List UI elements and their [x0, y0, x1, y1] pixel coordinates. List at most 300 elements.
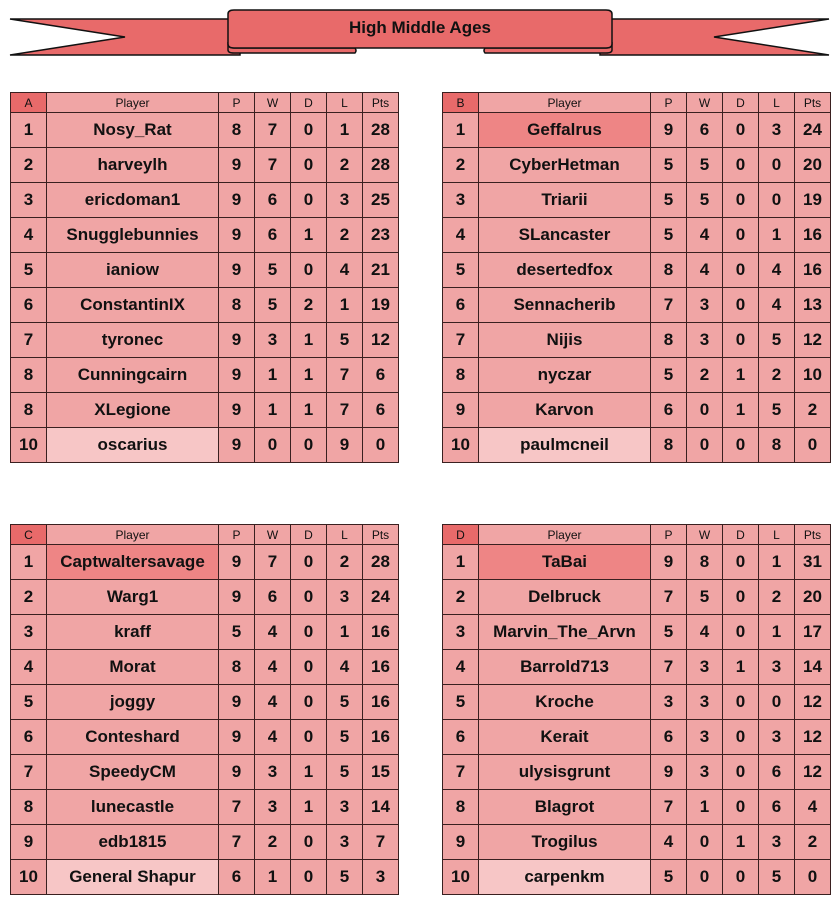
l-cell: 5: [327, 323, 363, 358]
table-row: [443, 790, 831, 825]
p-cell: 9: [651, 113, 687, 148]
d-cell: 0: [723, 428, 759, 463]
l-cell: 3: [327, 825, 363, 860]
rank-cell: 10: [443, 428, 479, 463]
p-cell: 8: [651, 323, 687, 358]
player-cell: Sennacherib: [479, 288, 651, 323]
w-cell: 3: [687, 685, 723, 720]
pts-cell: 7: [363, 825, 399, 860]
d-cell: 0: [723, 183, 759, 218]
pts-cell: 16: [795, 253, 831, 288]
player-cell: Nosy_Rat: [47, 113, 219, 148]
l-cell: 3: [327, 580, 363, 615]
w-cell: 3: [687, 288, 723, 323]
page-title: High Middle Ages: [349, 18, 491, 37]
l-cell: 2: [759, 358, 795, 393]
pts-cell: 2: [795, 825, 831, 860]
p-cell: 8: [219, 113, 255, 148]
table-row: [11, 183, 399, 218]
pts-cell: 0: [795, 428, 831, 463]
w-cell: 5: [255, 288, 291, 323]
rank-cell: 1: [443, 545, 479, 580]
p-cell: 7: [651, 288, 687, 323]
w-cell: 4: [255, 720, 291, 755]
table-row: [11, 323, 399, 358]
table-row: [443, 288, 831, 323]
p-cell: 9: [219, 545, 255, 580]
w-cell: 3: [255, 790, 291, 825]
rank-cell: 3: [11, 183, 47, 218]
rank-cell: 4: [11, 218, 47, 253]
l-cell: 5: [327, 755, 363, 790]
pts-cell: 19: [795, 183, 831, 218]
pts-cell: 28: [363, 545, 399, 580]
player-cell: Delbruck: [479, 580, 651, 615]
player-cell: Conteshard: [47, 720, 219, 755]
rank-cell: 8: [443, 790, 479, 825]
pts-cell: 20: [795, 580, 831, 615]
d-cell: 0: [291, 545, 327, 580]
column-header-p: P: [651, 525, 687, 545]
w-cell: 3: [687, 755, 723, 790]
pts-cell: 10: [795, 358, 831, 393]
l-cell: 4: [759, 253, 795, 288]
d-cell: 0: [291, 253, 327, 288]
p-cell: 9: [219, 358, 255, 393]
column-header-player: Player: [479, 525, 651, 545]
l-cell: 7: [327, 393, 363, 428]
table-row: [11, 428, 399, 463]
w-cell: 4: [687, 218, 723, 253]
column-header-pts: Pts: [795, 525, 831, 545]
d-cell: 0: [291, 428, 327, 463]
rank-cell: 3: [11, 615, 47, 650]
pts-cell: 20: [795, 148, 831, 183]
player-cell: Snugglebunnies: [47, 218, 219, 253]
l-cell: 2: [327, 148, 363, 183]
player-cell: Triarii: [479, 183, 651, 218]
l-cell: 8: [759, 428, 795, 463]
player-cell: Trogilus: [479, 825, 651, 860]
table-header: [11, 93, 399, 113]
d-cell: 0: [723, 720, 759, 755]
d-cell: 0: [291, 720, 327, 755]
l-cell: 2: [327, 545, 363, 580]
d-cell: 0: [723, 218, 759, 253]
pts-cell: 6: [363, 393, 399, 428]
w-cell: 6: [255, 580, 291, 615]
column-header-player: Player: [47, 93, 219, 113]
w-cell: 1: [687, 790, 723, 825]
table-row: [443, 720, 831, 755]
player-cell: CyberHetman: [479, 148, 651, 183]
table-row: [11, 253, 399, 288]
p-cell: 5: [651, 148, 687, 183]
w-cell: 5: [687, 183, 723, 218]
table-header: [11, 525, 399, 545]
table-row: [11, 650, 399, 685]
w-cell: 0: [687, 428, 723, 463]
p-cell: 9: [219, 323, 255, 358]
player-cell: Nijis: [479, 323, 651, 358]
w-cell: 7: [255, 148, 291, 183]
column-header-w: W: [255, 93, 291, 113]
table-header: [443, 93, 831, 113]
rank-cell: 4: [443, 218, 479, 253]
player-cell: Kerait: [479, 720, 651, 755]
l-cell: 5: [759, 323, 795, 358]
d-cell: 0: [723, 148, 759, 183]
table-header: [443, 525, 831, 545]
w-cell: 6: [687, 113, 723, 148]
p-cell: 8: [219, 650, 255, 685]
d-cell: 0: [723, 615, 759, 650]
w-cell: 6: [255, 183, 291, 218]
column-header-pts: Pts: [795, 93, 831, 113]
pts-cell: 16: [363, 650, 399, 685]
p-cell: 5: [651, 615, 687, 650]
table-row: [443, 253, 831, 288]
l-cell: 3: [759, 825, 795, 860]
player-cell: General Shapur: [47, 860, 219, 895]
w-cell: 5: [255, 253, 291, 288]
w-cell: 8: [687, 545, 723, 580]
pts-cell: 23: [363, 218, 399, 253]
p-cell: 9: [219, 393, 255, 428]
d-cell: 0: [291, 183, 327, 218]
w-cell: 5: [687, 580, 723, 615]
p-cell: 9: [219, 218, 255, 253]
column-header-player: Player: [479, 93, 651, 113]
player-cell: harveylh: [47, 148, 219, 183]
column-header-d: D: [291, 93, 327, 113]
rank-cell: 4: [443, 650, 479, 685]
p-cell: 6: [651, 393, 687, 428]
d-cell: 1: [291, 393, 327, 428]
rank-cell: 10: [11, 428, 47, 463]
rank-cell: 1: [11, 545, 47, 580]
w-cell: 2: [687, 358, 723, 393]
column-header-player: Player: [47, 525, 219, 545]
l-cell: 5: [327, 720, 363, 755]
table-row: [11, 790, 399, 825]
l-cell: 3: [759, 720, 795, 755]
w-cell: 4: [255, 685, 291, 720]
table-row: [11, 825, 399, 860]
group-label: A: [11, 93, 47, 113]
p-cell: 9: [219, 580, 255, 615]
rank-cell: 2: [443, 148, 479, 183]
p-cell: 9: [219, 685, 255, 720]
p-cell: 5: [651, 860, 687, 895]
d-cell: 0: [723, 860, 759, 895]
pts-cell: 21: [363, 253, 399, 288]
pts-cell: 17: [795, 615, 831, 650]
table-row: [443, 860, 831, 895]
d-cell: 0: [723, 790, 759, 825]
p-cell: 7: [219, 790, 255, 825]
player-cell: Karvon: [479, 393, 651, 428]
title-banner: [0, 0, 839, 70]
w-cell: 1: [255, 358, 291, 393]
pts-cell: 12: [795, 685, 831, 720]
w-cell: 3: [255, 323, 291, 358]
p-cell: 5: [651, 183, 687, 218]
p-cell: 8: [651, 253, 687, 288]
d-cell: 0: [723, 323, 759, 358]
player-cell: Warg1: [47, 580, 219, 615]
table-row: [11, 755, 399, 790]
l-cell: 0: [759, 183, 795, 218]
table-row: [443, 428, 831, 463]
rank-cell: 8: [443, 358, 479, 393]
player-cell: Barrold713: [479, 650, 651, 685]
player-cell: SpeedyCM: [47, 755, 219, 790]
player-cell: paulmcneil: [479, 428, 651, 463]
w-cell: 2: [255, 825, 291, 860]
player-cell: joggy: [47, 685, 219, 720]
d-cell: 0: [291, 148, 327, 183]
player-cell: Captwaltersavage: [47, 545, 219, 580]
w-cell: 1: [255, 393, 291, 428]
p-cell: 8: [219, 288, 255, 323]
d-cell: 0: [723, 685, 759, 720]
l-cell: 6: [759, 790, 795, 825]
l-cell: 3: [759, 650, 795, 685]
column-header-p: P: [651, 93, 687, 113]
player-cell: TaBai: [479, 545, 651, 580]
p-cell: 9: [219, 720, 255, 755]
w-cell: 3: [687, 720, 723, 755]
l-cell: 1: [759, 218, 795, 253]
group-label: B: [443, 93, 479, 113]
table-row: [443, 183, 831, 218]
d-cell: 0: [291, 580, 327, 615]
d-cell: 1: [723, 650, 759, 685]
pts-cell: 3: [363, 860, 399, 895]
column-header-l: L: [759, 93, 795, 113]
rank-cell: 2: [443, 580, 479, 615]
l-cell: 7: [327, 358, 363, 393]
column-header-pts: Pts: [363, 93, 399, 113]
d-cell: 0: [291, 113, 327, 148]
rank-cell: 10: [11, 860, 47, 895]
column-header-w: W: [687, 93, 723, 113]
player-cell: Kroche: [479, 685, 651, 720]
w-cell: 6: [255, 218, 291, 253]
table-row: [11, 148, 399, 183]
player-cell: nyczar: [479, 358, 651, 393]
l-cell: 1: [327, 113, 363, 148]
p-cell: 3: [651, 685, 687, 720]
w-cell: 5: [687, 148, 723, 183]
d-cell: 1: [723, 393, 759, 428]
group-table-c: [10, 524, 399, 895]
rank-cell: 9: [11, 825, 47, 860]
l-cell: 5: [759, 393, 795, 428]
group-table-a: [10, 92, 399, 463]
table-row: [443, 650, 831, 685]
pts-cell: 14: [795, 650, 831, 685]
rank-cell: 10: [443, 860, 479, 895]
pts-cell: 4: [795, 790, 831, 825]
p-cell: 5: [651, 358, 687, 393]
w-cell: 4: [687, 615, 723, 650]
rank-cell: 2: [11, 148, 47, 183]
p-cell: 7: [651, 650, 687, 685]
p-cell: 4: [651, 825, 687, 860]
pts-cell: 12: [795, 323, 831, 358]
rank-cell: 5: [11, 685, 47, 720]
column-header-l: L: [759, 525, 795, 545]
player-cell: Marvin_The_Arvn: [479, 615, 651, 650]
d-cell: 0: [291, 650, 327, 685]
column-header-w: W: [687, 525, 723, 545]
p-cell: 6: [219, 860, 255, 895]
pts-cell: 12: [795, 720, 831, 755]
player-cell: Geffalrus: [479, 113, 651, 148]
w-cell: 3: [687, 323, 723, 358]
d-cell: 0: [723, 545, 759, 580]
w-cell: 0: [255, 428, 291, 463]
rank-cell: 1: [11, 113, 47, 148]
l-cell: 1: [327, 615, 363, 650]
l-cell: 1: [327, 288, 363, 323]
column-header-pts: Pts: [363, 525, 399, 545]
pts-cell: 0: [363, 428, 399, 463]
column-header-l: L: [327, 525, 363, 545]
pts-cell: 16: [363, 685, 399, 720]
column-header-p: P: [219, 93, 255, 113]
table-row: [11, 860, 399, 895]
rank-cell: 7: [443, 323, 479, 358]
rank-cell: 3: [443, 183, 479, 218]
rank-cell: 6: [443, 720, 479, 755]
rank-cell: 7: [11, 323, 47, 358]
rank-cell: 8: [11, 358, 47, 393]
d-cell: 0: [723, 253, 759, 288]
d-cell: 0: [291, 615, 327, 650]
player-cell: oscarius: [47, 428, 219, 463]
p-cell: 6: [651, 720, 687, 755]
table-row: [443, 545, 831, 580]
l-cell: 3: [327, 183, 363, 218]
pts-cell: 28: [363, 148, 399, 183]
w-cell: 3: [687, 650, 723, 685]
w-cell: 3: [255, 755, 291, 790]
l-cell: 5: [759, 860, 795, 895]
rank-cell: 1: [443, 113, 479, 148]
table-row: [11, 218, 399, 253]
l-cell: 4: [759, 288, 795, 323]
player-cell: tyronec: [47, 323, 219, 358]
w-cell: 1: [255, 860, 291, 895]
pts-cell: 12: [363, 323, 399, 358]
table-row: [11, 580, 399, 615]
rank-cell: 8: [11, 790, 47, 825]
l-cell: 0: [759, 148, 795, 183]
d-cell: 0: [723, 580, 759, 615]
p-cell: 9: [651, 545, 687, 580]
table-row: [443, 755, 831, 790]
table-row: [11, 393, 399, 428]
d-cell: 0: [291, 825, 327, 860]
table-row: [443, 615, 831, 650]
p-cell: 9: [219, 183, 255, 218]
w-cell: 4: [255, 650, 291, 685]
pts-cell: 24: [363, 580, 399, 615]
table-row: [443, 113, 831, 148]
table-row: [443, 685, 831, 720]
w-cell: 7: [255, 113, 291, 148]
l-cell: 1: [759, 615, 795, 650]
l-cell: 9: [327, 428, 363, 463]
p-cell: 5: [651, 218, 687, 253]
l-cell: 4: [327, 650, 363, 685]
group-table-d: [442, 524, 831, 895]
l-cell: 2: [327, 218, 363, 253]
d-cell: 1: [723, 825, 759, 860]
player-cell: ulysisgrunt: [479, 755, 651, 790]
rank-cell: 2: [11, 580, 47, 615]
rank-cell: 8: [11, 393, 47, 428]
player-cell: kraff: [47, 615, 219, 650]
p-cell: 9: [651, 755, 687, 790]
rank-cell: 7: [11, 755, 47, 790]
player-cell: desertedfox: [479, 253, 651, 288]
pts-cell: 14: [363, 790, 399, 825]
table-row: [443, 358, 831, 393]
d-cell: 0: [723, 755, 759, 790]
p-cell: 8: [651, 428, 687, 463]
player-cell: ericdoman1: [47, 183, 219, 218]
p-cell: 9: [219, 755, 255, 790]
p-cell: 7: [651, 790, 687, 825]
p-cell: 9: [219, 428, 255, 463]
d-cell: 0: [723, 113, 759, 148]
d-cell: 1: [291, 755, 327, 790]
pts-cell: 28: [363, 113, 399, 148]
pts-cell: 15: [363, 755, 399, 790]
table-row: [11, 720, 399, 755]
table-row: [11, 685, 399, 720]
w-cell: 4: [687, 253, 723, 288]
player-cell: SLancaster: [479, 218, 651, 253]
d-cell: 1: [723, 358, 759, 393]
player-cell: Morat: [47, 650, 219, 685]
table-row: [11, 545, 399, 580]
l-cell: 4: [327, 253, 363, 288]
player-cell: lunecastle: [47, 790, 219, 825]
l-cell: 2: [759, 580, 795, 615]
player-cell: edb1815: [47, 825, 219, 860]
p-cell: 7: [651, 580, 687, 615]
group-label: D: [443, 525, 479, 545]
rank-cell: 3: [443, 615, 479, 650]
rank-cell: 5: [443, 685, 479, 720]
p-cell: 9: [219, 148, 255, 183]
l-cell: 5: [327, 860, 363, 895]
group-label: C: [11, 525, 47, 545]
rank-cell: 5: [11, 253, 47, 288]
table-row: [443, 825, 831, 860]
rank-cell: 7: [443, 755, 479, 790]
pts-cell: 31: [795, 545, 831, 580]
d-cell: 1: [291, 790, 327, 825]
pts-cell: 12: [795, 755, 831, 790]
d-cell: 2: [291, 288, 327, 323]
column-header-p: P: [219, 525, 255, 545]
